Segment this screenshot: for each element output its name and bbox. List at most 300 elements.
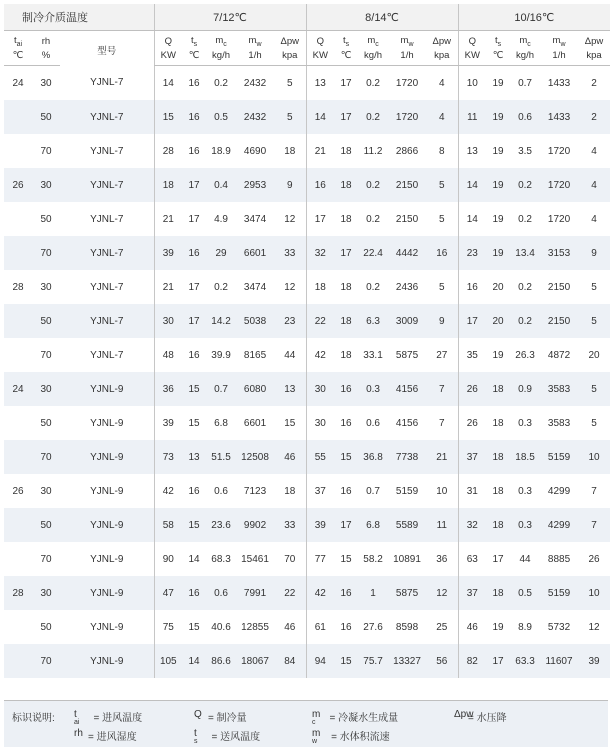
cell-value: 17	[188, 281, 200, 293]
legend-symbol: Δpw	[454, 709, 474, 720]
cell-value: 42	[306, 338, 334, 372]
cell-model: YJNL-7	[90, 281, 124, 293]
cell-value: 4.9	[214, 213, 228, 225]
cell-value: 32	[306, 236, 334, 270]
col-unit: kg/h	[206, 48, 236, 66]
cell-value: 16	[306, 168, 334, 202]
cell-value: 15	[334, 644, 358, 678]
legend-symbol: Q	[194, 709, 202, 720]
cell-value: 10	[436, 485, 448, 497]
col-header-name: Δpw	[280, 35, 300, 47]
col-header-sub: c	[375, 40, 379, 48]
cell-value: 0.4	[206, 168, 236, 202]
cell-value: 4872	[547, 349, 571, 361]
cell-tai	[4, 202, 32, 236]
table-row	[4, 610, 610, 644]
col-header-sub: s	[345, 40, 350, 48]
cell-rh: 50	[40, 621, 52, 633]
col-unit: KW	[306, 48, 334, 66]
cell-value: 0.3	[518, 417, 532, 429]
col-header-sub: s	[193, 40, 198, 48]
cell-value: 5875	[388, 576, 426, 610]
cell-value: 15	[340, 553, 352, 565]
cell-value: 12	[426, 576, 458, 610]
cell-value: 39	[306, 508, 334, 542]
cell-rh: 70	[40, 349, 52, 361]
col-header-name: t	[190, 34, 194, 46]
cell-value: 18	[492, 417, 504, 429]
table-row	[4, 202, 610, 236]
cell-value: 0.6	[510, 100, 540, 134]
cell-value: 42	[154, 474, 182, 508]
col-header-name: m	[400, 34, 409, 46]
cell-value: 15	[284, 417, 296, 429]
cell-value: 6601	[243, 417, 267, 429]
cell-value: 18	[284, 145, 296, 157]
legend-text: = 水体积流速	[331, 732, 390, 743]
cell-value: 17	[188, 213, 200, 225]
cell-value: 18	[284, 485, 296, 497]
cell-value: 3009	[388, 304, 426, 338]
cell-tai: 28	[12, 281, 24, 293]
cell-value: 20	[588, 349, 600, 361]
cell-value: 14	[458, 168, 486, 202]
cell-model: YJNL-7	[90, 145, 124, 157]
cell-value: 3474	[243, 281, 267, 293]
cell-model: YJNL-9	[60, 644, 154, 678]
cell-value: 0.2	[214, 77, 228, 89]
cell-value: 46	[274, 440, 306, 474]
cell-model: YJNL-7	[60, 100, 154, 134]
cell-value: 13327	[388, 644, 426, 678]
table-row	[4, 406, 610, 440]
table-row	[4, 168, 610, 202]
col-header	[540, 31, 578, 49]
cell-rh: 30	[40, 281, 52, 293]
cell-value: 4442	[388, 236, 426, 270]
cell-tai	[4, 406, 32, 440]
cell-value: 18	[306, 270, 334, 304]
cell-tai: 26	[4, 168, 32, 202]
cell-value: 31	[458, 474, 486, 508]
cell-value: 30	[306, 406, 334, 440]
cell-model: YJNL-7	[90, 213, 124, 225]
cell-value: 0.2	[510, 304, 540, 338]
cell-value: 12508	[236, 440, 274, 474]
cell-value: 19	[492, 77, 504, 89]
col-header-sub: w	[408, 40, 414, 48]
cell-value: 4156	[388, 372, 426, 406]
cell-value: 14	[306, 100, 334, 134]
cell-value: 58	[154, 508, 182, 542]
cell-value: 2150	[540, 304, 578, 338]
cell-value: 15	[182, 508, 206, 542]
col-unit-rh: %	[32, 48, 60, 66]
col-header-name: t	[494, 34, 498, 46]
col-unit-tai: ℃	[4, 48, 32, 66]
cell-rh: 50	[32, 100, 60, 134]
header-row-conditions	[4, 4, 610, 31]
cell-value: 0.5	[206, 100, 236, 134]
cell-value: 5	[274, 100, 306, 134]
cell-value: 30	[306, 372, 334, 406]
cell-value: 0.6	[214, 485, 228, 497]
cell-model: YJNL-7	[90, 77, 124, 89]
cell-value: 4	[591, 145, 597, 157]
cell-value: 58.2	[363, 553, 383, 565]
cell-value: 22	[274, 576, 306, 610]
condition-header: 8/14℃	[306, 4, 458, 31]
header-title: 制冷介质温度	[4, 4, 154, 31]
cell-value: 2150	[395, 213, 419, 225]
cell-value: 0.2	[510, 168, 540, 202]
cell-value: 18	[492, 485, 504, 497]
legend-symbol: rh	[74, 728, 83, 739]
cell-value: 15461	[241, 553, 269, 565]
cell-tai	[4, 236, 32, 270]
cell-value: 4156	[395, 417, 419, 429]
cell-value: 37	[458, 440, 486, 474]
cell-value: 7	[578, 508, 610, 542]
cell-model: YJNL-7	[90, 349, 124, 361]
cell-value: 18	[340, 281, 352, 293]
table-row	[4, 134, 610, 168]
cell-value: 18	[340, 213, 352, 225]
cell-value: 17	[182, 168, 206, 202]
col-header	[236, 31, 274, 49]
col-unit: 1/h	[540, 48, 578, 66]
col-header-sub: s	[497, 40, 502, 48]
cell-value: 6080	[236, 372, 274, 406]
cell-value: 13	[458, 134, 486, 168]
cell-tai	[4, 100, 32, 134]
col-unit: KW	[154, 48, 182, 66]
cell-model: YJNL-9	[60, 440, 154, 474]
table-row	[4, 304, 610, 338]
table-row	[4, 338, 610, 372]
cell-rh: 70	[40, 553, 52, 565]
cell-tai	[4, 338, 32, 372]
cell-model: YJNL-7	[60, 168, 154, 202]
cell-value: 9	[426, 304, 458, 338]
cell-value: 33.1	[363, 349, 383, 361]
cell-value: 44	[519, 553, 531, 565]
cell-value: 6601	[236, 236, 274, 270]
legend-item	[312, 728, 390, 745]
col-header-name: Δpw	[432, 35, 452, 47]
cell-value: 36	[154, 372, 182, 406]
cell-value: 5	[578, 372, 610, 406]
cell-value: 5	[439, 281, 445, 293]
cell-value: 48	[154, 338, 182, 372]
cell-value: 18	[340, 145, 352, 157]
cell-value: 56	[426, 644, 458, 678]
cell-value: 12855	[241, 621, 269, 633]
cell-value: 1720	[547, 145, 571, 157]
col-unit: kg/h	[510, 48, 540, 66]
cell-value: 2436	[395, 281, 419, 293]
condition-header: 10/16℃	[458, 4, 610, 31]
table-row	[4, 100, 610, 134]
col-header-sub: c	[223, 40, 227, 48]
legend-item	[454, 709, 507, 724]
cell-value: 0.2	[358, 100, 388, 134]
col-header-model: 型号	[60, 31, 154, 66]
cell-value: 12	[588, 621, 600, 633]
cell-value: 36.8	[358, 440, 388, 474]
cell-value: 26	[458, 406, 486, 440]
cell-value: 26	[588, 553, 600, 565]
header-row-names	[4, 31, 610, 49]
cell-value: 44	[284, 349, 296, 361]
legend	[4, 700, 608, 747]
cell-model: YJNL-9	[90, 553, 124, 565]
cell-rh: 30	[32, 168, 60, 202]
col-header-sub: w	[256, 40, 262, 48]
cell-value: 7	[426, 372, 458, 406]
col-header	[458, 31, 486, 49]
cell-value: 0.5	[510, 576, 540, 610]
cell-value: 3474	[243, 213, 267, 225]
cell-value: 63	[458, 542, 486, 576]
cell-value: 18	[486, 576, 510, 610]
cell-value: 4	[439, 77, 445, 89]
cell-value: 19	[486, 168, 510, 202]
legend-symbol: m	[312, 728, 321, 739]
cell-value: 15	[154, 100, 182, 134]
col-header-tai: $t_{ai}$	[4, 31, 32, 49]
cell-value: 77	[306, 542, 334, 576]
cell-value: 7	[439, 417, 445, 429]
cell-value: 10	[578, 440, 610, 474]
cell-value: 35	[458, 338, 486, 372]
cell-value: 13	[182, 440, 206, 474]
col-header	[274, 31, 306, 49]
cell-value: 75	[154, 610, 182, 644]
cell-value: 0.2	[366, 213, 380, 225]
cell-value: 23.6	[206, 508, 236, 542]
cell-value: 0.7	[518, 77, 532, 89]
col-header-name: m	[519, 34, 528, 46]
cell-tai	[4, 508, 32, 542]
cell-value: 1433	[540, 100, 578, 134]
cell-value: 3.5	[518, 145, 532, 157]
cell-value: 16	[188, 485, 200, 497]
col-header	[154, 31, 182, 49]
cell-value: 37	[458, 576, 486, 610]
col-header	[388, 31, 426, 49]
cell-value: 28	[154, 134, 182, 168]
cell-rh: 30	[40, 77, 52, 89]
cell-value: 21	[426, 440, 458, 474]
cell-value: 0.2	[358, 168, 388, 202]
cell-value: 19	[486, 236, 510, 270]
table-row	[4, 66, 610, 101]
cell-value: 84	[274, 644, 306, 678]
cell-value: 8165	[243, 349, 267, 361]
cell-value: 1720	[540, 168, 578, 202]
cell-value: 18	[486, 440, 510, 474]
cell-value: 18	[154, 168, 182, 202]
cell-value: 15	[188, 621, 200, 633]
cell-value: 5159	[540, 576, 578, 610]
cell-tai	[4, 304, 32, 338]
legend-item	[194, 709, 247, 724]
cell-value: 0.2	[366, 281, 380, 293]
legend-item	[312, 709, 398, 726]
col-header	[358, 31, 388, 49]
cell-value: 17	[306, 202, 334, 236]
legend-label: 标识说明:	[12, 713, 55, 724]
col-unit: kpa	[578, 48, 610, 66]
cell-value: 6.8	[358, 508, 388, 542]
cell-value: 7738	[388, 440, 426, 474]
col-header-name: Δpw	[584, 35, 604, 47]
cell-model: YJNL-9	[60, 576, 154, 610]
cell-value: 5875	[395, 349, 419, 361]
cell-value: 1433	[547, 77, 571, 89]
cell-value: 20	[486, 304, 510, 338]
table-row	[4, 644, 610, 678]
legend-item	[74, 728, 137, 743]
cell-value: 26	[458, 372, 486, 406]
col-header-rh: rh	[32, 31, 60, 49]
cell-value: 86.6	[206, 644, 236, 678]
cell-value: 82	[458, 644, 486, 678]
table-row	[4, 236, 610, 270]
cell-tai: 28	[4, 576, 32, 610]
cell-value: 2432	[236, 100, 274, 134]
cell-rh: 50	[40, 417, 52, 429]
cell-value: 19	[492, 145, 504, 157]
cell-value: 0.2	[214, 281, 228, 293]
cell-value: 17	[334, 236, 358, 270]
cell-value: 10	[458, 66, 486, 101]
col-header-name: m	[367, 34, 376, 46]
col-unit: kpa	[274, 48, 306, 66]
cell-value: 11	[426, 508, 458, 542]
cell-rh: 50	[40, 213, 52, 225]
cell-value: 11607	[540, 644, 578, 678]
cell-value: 5	[287, 77, 293, 89]
cell-value: 68.3	[211, 553, 231, 565]
cell-value: 17	[492, 553, 504, 565]
cell-value: 39	[154, 236, 182, 270]
cell-tai	[4, 134, 32, 168]
cell-value: 16	[188, 145, 200, 157]
legend-symbol-sub: s	[194, 738, 198, 745]
col-header	[306, 31, 334, 49]
cell-value: 18	[486, 372, 510, 406]
cell-value: 1	[358, 576, 388, 610]
cell-value: 5	[578, 304, 610, 338]
table-row	[4, 372, 610, 406]
legend-symbol-sub: w	[312, 738, 318, 745]
cell-value: 16	[182, 100, 206, 134]
cell-value: 39.9	[211, 349, 231, 361]
cell-value: 5038	[236, 304, 274, 338]
cell-value: 0.2	[518, 281, 532, 293]
legend-text: = 水压降	[468, 713, 507, 724]
legend-text: = 送风温度	[211, 732, 261, 743]
legend-text: = 进风湿度	[88, 732, 137, 743]
cell-value: 29	[206, 236, 236, 270]
cell-value: 2953	[236, 168, 274, 202]
cell-value: 4299	[547, 485, 571, 497]
cell-value: 17	[334, 100, 358, 134]
performance-table	[4, 4, 610, 678]
cell-tai	[4, 542, 32, 576]
col-header	[510, 31, 540, 49]
cell-value: 30	[154, 304, 182, 338]
col-unit: kpa	[426, 48, 458, 66]
cell-value: 16	[188, 77, 200, 89]
cell-value: 18	[334, 168, 358, 202]
table-body	[4, 66, 610, 679]
cell-value: 17	[334, 508, 358, 542]
cell-value: 15	[188, 417, 200, 429]
cell-value: 13	[306, 66, 334, 101]
cell-value: 4299	[540, 508, 578, 542]
cell-rh: 30	[32, 372, 60, 406]
cell-value: 5159	[540, 440, 578, 474]
table-row	[4, 270, 610, 304]
cell-value: 0.3	[518, 485, 532, 497]
cell-value: 14	[188, 553, 200, 565]
cell-value: 21	[154, 202, 182, 236]
cell-value: 9	[578, 236, 610, 270]
cell-rh: 70	[32, 236, 60, 270]
table-row	[4, 508, 610, 542]
legend-symbol: t	[194, 728, 197, 739]
cell-value: 9902	[236, 508, 274, 542]
col-header	[206, 31, 236, 49]
cell-value: 18	[334, 304, 358, 338]
cell-value: 10	[578, 576, 610, 610]
col-header	[578, 31, 610, 49]
cell-value: 16	[340, 417, 352, 429]
cell-value: 16	[426, 236, 458, 270]
cell-rh: 30	[40, 485, 52, 497]
cell-value: 2	[591, 77, 597, 89]
table-row	[4, 576, 610, 610]
legend-symbol-sub: ai	[74, 719, 80, 726]
cell-value: 5	[426, 168, 458, 202]
cell-value: 20	[492, 281, 504, 293]
cell-value: 1720	[395, 77, 419, 89]
col-unit: 1/h	[388, 48, 426, 66]
table-row	[4, 542, 610, 576]
cell-value: 36	[436, 553, 448, 565]
cell-value: 9	[274, 168, 306, 202]
cell-value: 13	[274, 372, 306, 406]
col-header	[426, 31, 458, 49]
cell-model: YJNL-7	[60, 304, 154, 338]
col-unit: 1/h	[236, 48, 274, 66]
cell-value: 51.5	[206, 440, 236, 474]
cell-value: 16	[188, 349, 200, 361]
table-row	[4, 474, 610, 508]
cell-value: 42	[306, 576, 334, 610]
cell-value: 7123	[243, 485, 267, 497]
col-header-name: Q	[164, 35, 172, 47]
legend-symbol-sub: c	[312, 719, 316, 726]
cell-rh: 50	[32, 508, 60, 542]
cell-value: 11.2	[363, 145, 383, 157]
cell-value: 4690	[243, 145, 267, 157]
cell-value: 46	[458, 610, 486, 644]
cell-model: YJNL-7	[60, 236, 154, 270]
